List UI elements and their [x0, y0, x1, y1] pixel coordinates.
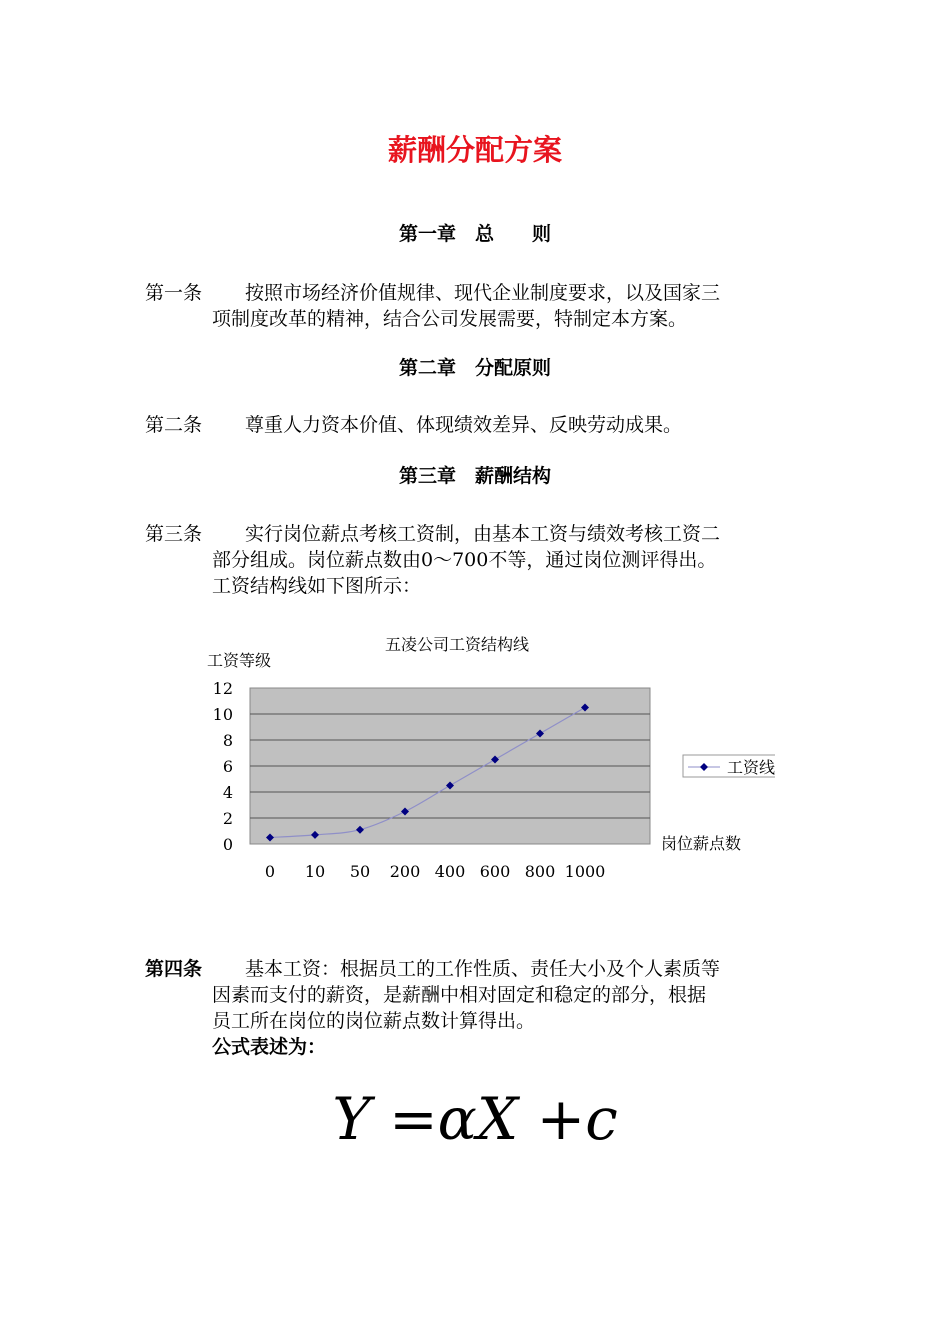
y-tick-label: 8: [222, 731, 233, 750]
x-tick-label: 400: [434, 862, 466, 881]
y-tick-label: 0: [222, 835, 233, 854]
formula-equals: =: [389, 1085, 438, 1153]
chapter-1-heading: 第一章 总 则: [398, 223, 551, 245]
y-tick-label: 10: [212, 705, 233, 724]
x-tick-label: 1000: [564, 862, 606, 881]
salary-formula: [0, 1085, 950, 1153]
y-tick-label: 12: [212, 679, 233, 698]
y-tick-label: 6: [222, 757, 233, 776]
article-2-number: 第二条: [145, 414, 203, 436]
article-1-line-2: 项制度改革的精神，结合公司发展需要，特制定本方案。: [212, 308, 688, 330]
x-axis-label: 岗位薪点数: [661, 834, 742, 853]
formula-y: Y: [332, 1085, 371, 1153]
chart-title: 五凌公司工资结构线: [384, 635, 530, 654]
article-3-line-3: 工资结构线如下图所示：: [212, 575, 422, 597]
article-2-line-1: 尊重人力资本价值、体现绩效差异、反映劳动成果。: [245, 414, 683, 436]
y-tick-label: 4: [222, 783, 233, 802]
article-4-line-1: 基本工资：根据员工的工作性质、责任大小及个人素质等: [245, 958, 721, 980]
x-tick-label: 50: [349, 862, 371, 881]
article-1-number: 第一条: [145, 282, 203, 304]
x-tick-label: 600: [479, 862, 511, 881]
article-4-number: 第四条: [145, 958, 203, 980]
article-2: [145, 412, 682, 438]
chart-legend: [683, 755, 775, 777]
article-4-line-3: 员工所在岗位的岗位薪点数计算得出。: [212, 1010, 536, 1032]
y-axis-ticks: [213, 679, 233, 854]
x-tick-label: 10: [304, 862, 326, 881]
x-axis-ticks: [265, 862, 605, 881]
article-3-line-1: 实行岗位薪点考核工资制，由基本工资与绩效考核工资二: [245, 523, 721, 545]
article-3-line-2: 部分组成。岗位薪点数由0～700不等，通过岗位测评得出。: [212, 549, 717, 571]
x-tick-label: 0: [264, 862, 276, 881]
article-4-line-2: 因素而支付的薪资，是薪酬中相对固定和稳定的部分，根据: [212, 984, 707, 1006]
article-3-number: 第三条: [145, 523, 203, 545]
article-3: [145, 521, 720, 599]
formula-plus: +: [536, 1085, 586, 1153]
salary-structure-chart: [195, 630, 775, 890]
chapter-2-heading: 第二章 分配原则: [398, 357, 551, 379]
y-axis-label: 工资等级: [207, 651, 272, 670]
formula-c: c: [585, 1085, 618, 1153]
article-1-line-1: 按照市场经济价值规律、现代企业制度要求，以及国家三: [245, 282, 721, 304]
x-tick-label: 800: [524, 862, 556, 881]
legend-label: 工资线: [727, 758, 775, 777]
article-1: [145, 280, 720, 332]
formula-x: X: [476, 1085, 519, 1153]
x-tick-label: 200: [389, 862, 421, 881]
y-tick-label: 2: [222, 809, 233, 828]
document-title: 薪酬分配方案: [387, 133, 562, 167]
formula-alpha: α: [437, 1085, 477, 1153]
formula-label: 公式表述为：: [212, 1036, 327, 1058]
article-4: [145, 956, 720, 1060]
chapter-3-heading: 第三章 薪酬结构: [398, 465, 551, 487]
